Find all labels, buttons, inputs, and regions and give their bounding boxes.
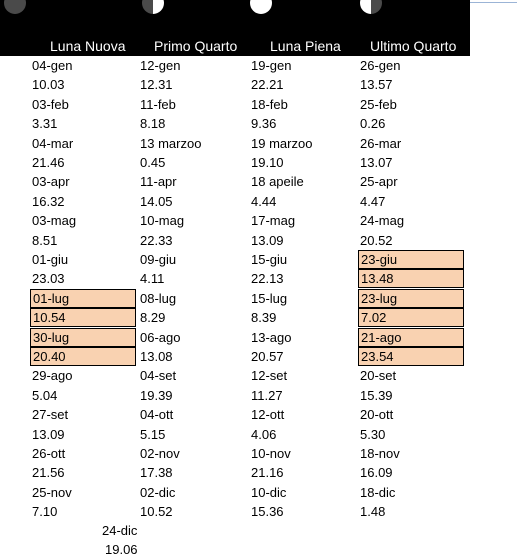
table-cell: 21.16: [251, 465, 284, 481]
table-cell: 4.11: [140, 271, 165, 287]
table-cell: 11.27: [251, 387, 283, 403]
full-moon-icon: [250, 0, 272, 14]
table-cell: 21-ago: [358, 328, 464, 347]
table-cell: 1.48: [360, 504, 386, 520]
table-cell: 23-giu: [358, 250, 464, 269]
table-cell: 13.57: [360, 77, 393, 93]
table-cell: 13.07: [360, 155, 393, 170]
table-cell: 03-feb: [32, 96, 69, 112]
table-cell: 21.46: [32, 155, 65, 170]
table-cell: 03-mag: [32, 213, 77, 229]
table-cell: 3.31: [32, 116, 58, 132]
column-header-luna-nuova: Luna Nuova: [50, 38, 126, 54]
table-cell: 02-nov: [140, 446, 180, 461]
table-cell: 13 marzoo: [140, 135, 202, 151]
table-cell: 22.33: [140, 232, 173, 248]
table-cell: 12-set: [251, 368, 288, 384]
table-cell: 23.03: [32, 271, 65, 287]
table-cell: 08-lug: [140, 290, 177, 306]
table-cell: 20.57: [251, 349, 284, 364]
table-cell: 17.38: [140, 465, 173, 481]
table-cell: 13.48: [358, 269, 464, 288]
table-cell: 26-mar: [360, 135, 402, 151]
table-cell: 8.29: [140, 310, 166, 326]
table-cell: 11-apr: [140, 174, 177, 190]
table-cell: 18 apeile: [251, 174, 304, 190]
table-cell: 5.04: [32, 387, 58, 403]
table-cell: 13-ago: [251, 329, 292, 345]
table-cell: 04-set: [140, 368, 177, 384]
table-cell: 14.05: [140, 193, 173, 209]
table-cell: 06-ago: [140, 329, 181, 345]
table-cell: 8.39: [251, 310, 277, 326]
table-cell: 20.40: [30, 347, 136, 366]
table-cell: 26-ott: [32, 446, 66, 461]
table-cell: 7.02: [358, 308, 464, 327]
table-cell: 10-mag: [140, 213, 185, 229]
table-cell: 10.54: [30, 308, 136, 327]
table-cell: 13.09: [32, 426, 65, 442]
table-cell: 12.31: [140, 77, 173, 93]
table-cell: 22.21: [251, 77, 284, 93]
table-cell: 13.08: [140, 349, 173, 364]
extra-date: 24-dic: [102, 523, 138, 538]
table-cell: 19 marzoo: [251, 135, 313, 151]
header-bar: [0, 0, 470, 56]
table-cell: 15-lug: [251, 290, 288, 306]
table-cell: 20-ott: [360, 407, 394, 423]
table-cell: 22.13: [251, 271, 284, 287]
table-cell: 09-giu: [140, 252, 177, 267]
column-header-luna-piena: Luna Piena: [270, 38, 341, 54]
table-cell: 12-gen: [140, 58, 181, 73]
table-cell: 02-dic: [140, 484, 176, 500]
table-cell: 27-set: [32, 407, 69, 423]
table-cell: 13.09: [251, 232, 284, 248]
extra-time: 19.06: [105, 542, 138, 557]
table-cell: 19.10: [251, 155, 284, 170]
table-cell: 8.51: [32, 232, 58, 248]
table-cell: 12-ott: [251, 407, 285, 423]
table-cell: 15.39: [360, 387, 393, 403]
table-cell: 10-dic: [251, 484, 287, 500]
table-cell: 19.39: [140, 387, 173, 403]
table-cell: 18-dic: [360, 484, 396, 500]
table-cell: 03-apr: [32, 174, 70, 190]
table-cell: 16.32: [32, 193, 65, 209]
table-cell: 25-feb: [360, 96, 397, 112]
table-cell: 4.06: [251, 426, 277, 442]
sheet-edge-line: [470, 2, 517, 3]
table-cell: 0.26: [360, 116, 386, 132]
column-header-primo-quarto: Primo Quarto: [154, 38, 238, 54]
table-cell: 10.52: [140, 504, 173, 520]
table-cell: 04-mar: [32, 135, 74, 151]
table-cell: 25-apr: [360, 174, 398, 190]
table-cell: 01-giu: [32, 252, 69, 267]
table-cell: 21.56: [32, 465, 65, 481]
table-cell: 26-gen: [360, 58, 401, 73]
last-quarter-moon-icon: [360, 0, 382, 14]
table-cell: 15-giu: [251, 252, 288, 267]
table-cell: 10.03: [32, 77, 65, 93]
table-cell: 25-nov: [32, 484, 72, 500]
table-cell: 23.54: [358, 347, 464, 366]
table-cell: 20.52: [360, 232, 393, 248]
table-cell: 01-lug: [30, 289, 136, 308]
table-cell: 19-gen: [251, 58, 292, 73]
table-cell: 18-nov: [360, 446, 400, 461]
table-cell: 8.18: [140, 116, 166, 132]
table-cell: 4.44: [251, 193, 277, 209]
table-cell: 11-feb: [140, 96, 176, 112]
table-cell: 7.10: [32, 504, 58, 520]
table-cell: 04-ott: [140, 407, 174, 423]
new-moon-icon: [4, 0, 26, 14]
table-cell: 24-mag: [360, 213, 405, 229]
table-cell: 04-gen: [32, 58, 73, 73]
table-cell: 23-lug: [358, 289, 464, 308]
table-cell: 15.36: [251, 504, 284, 520]
table-cell: 10-nov: [251, 446, 291, 461]
table-cell: 20-set: [360, 368, 397, 384]
table-cell: 5.30: [360, 426, 386, 442]
table-cell: 0.45: [140, 155, 166, 170]
first-quarter-moon-icon: [142, 0, 164, 14]
table-cell: 5.15: [140, 426, 166, 442]
table-cell: 4.47: [360, 193, 386, 209]
table-cell: 16.09: [360, 465, 393, 481]
table-cell: 18-feb: [251, 96, 288, 112]
table-cell: 30-lug: [30, 328, 136, 347]
table-cell: 9.36: [251, 116, 277, 132]
table-cell: 29-ago: [32, 368, 73, 384]
column-header-ultimo-quarto: Ultimo Quarto: [370, 38, 457, 54]
table-cell: 17-mag: [251, 213, 296, 229]
